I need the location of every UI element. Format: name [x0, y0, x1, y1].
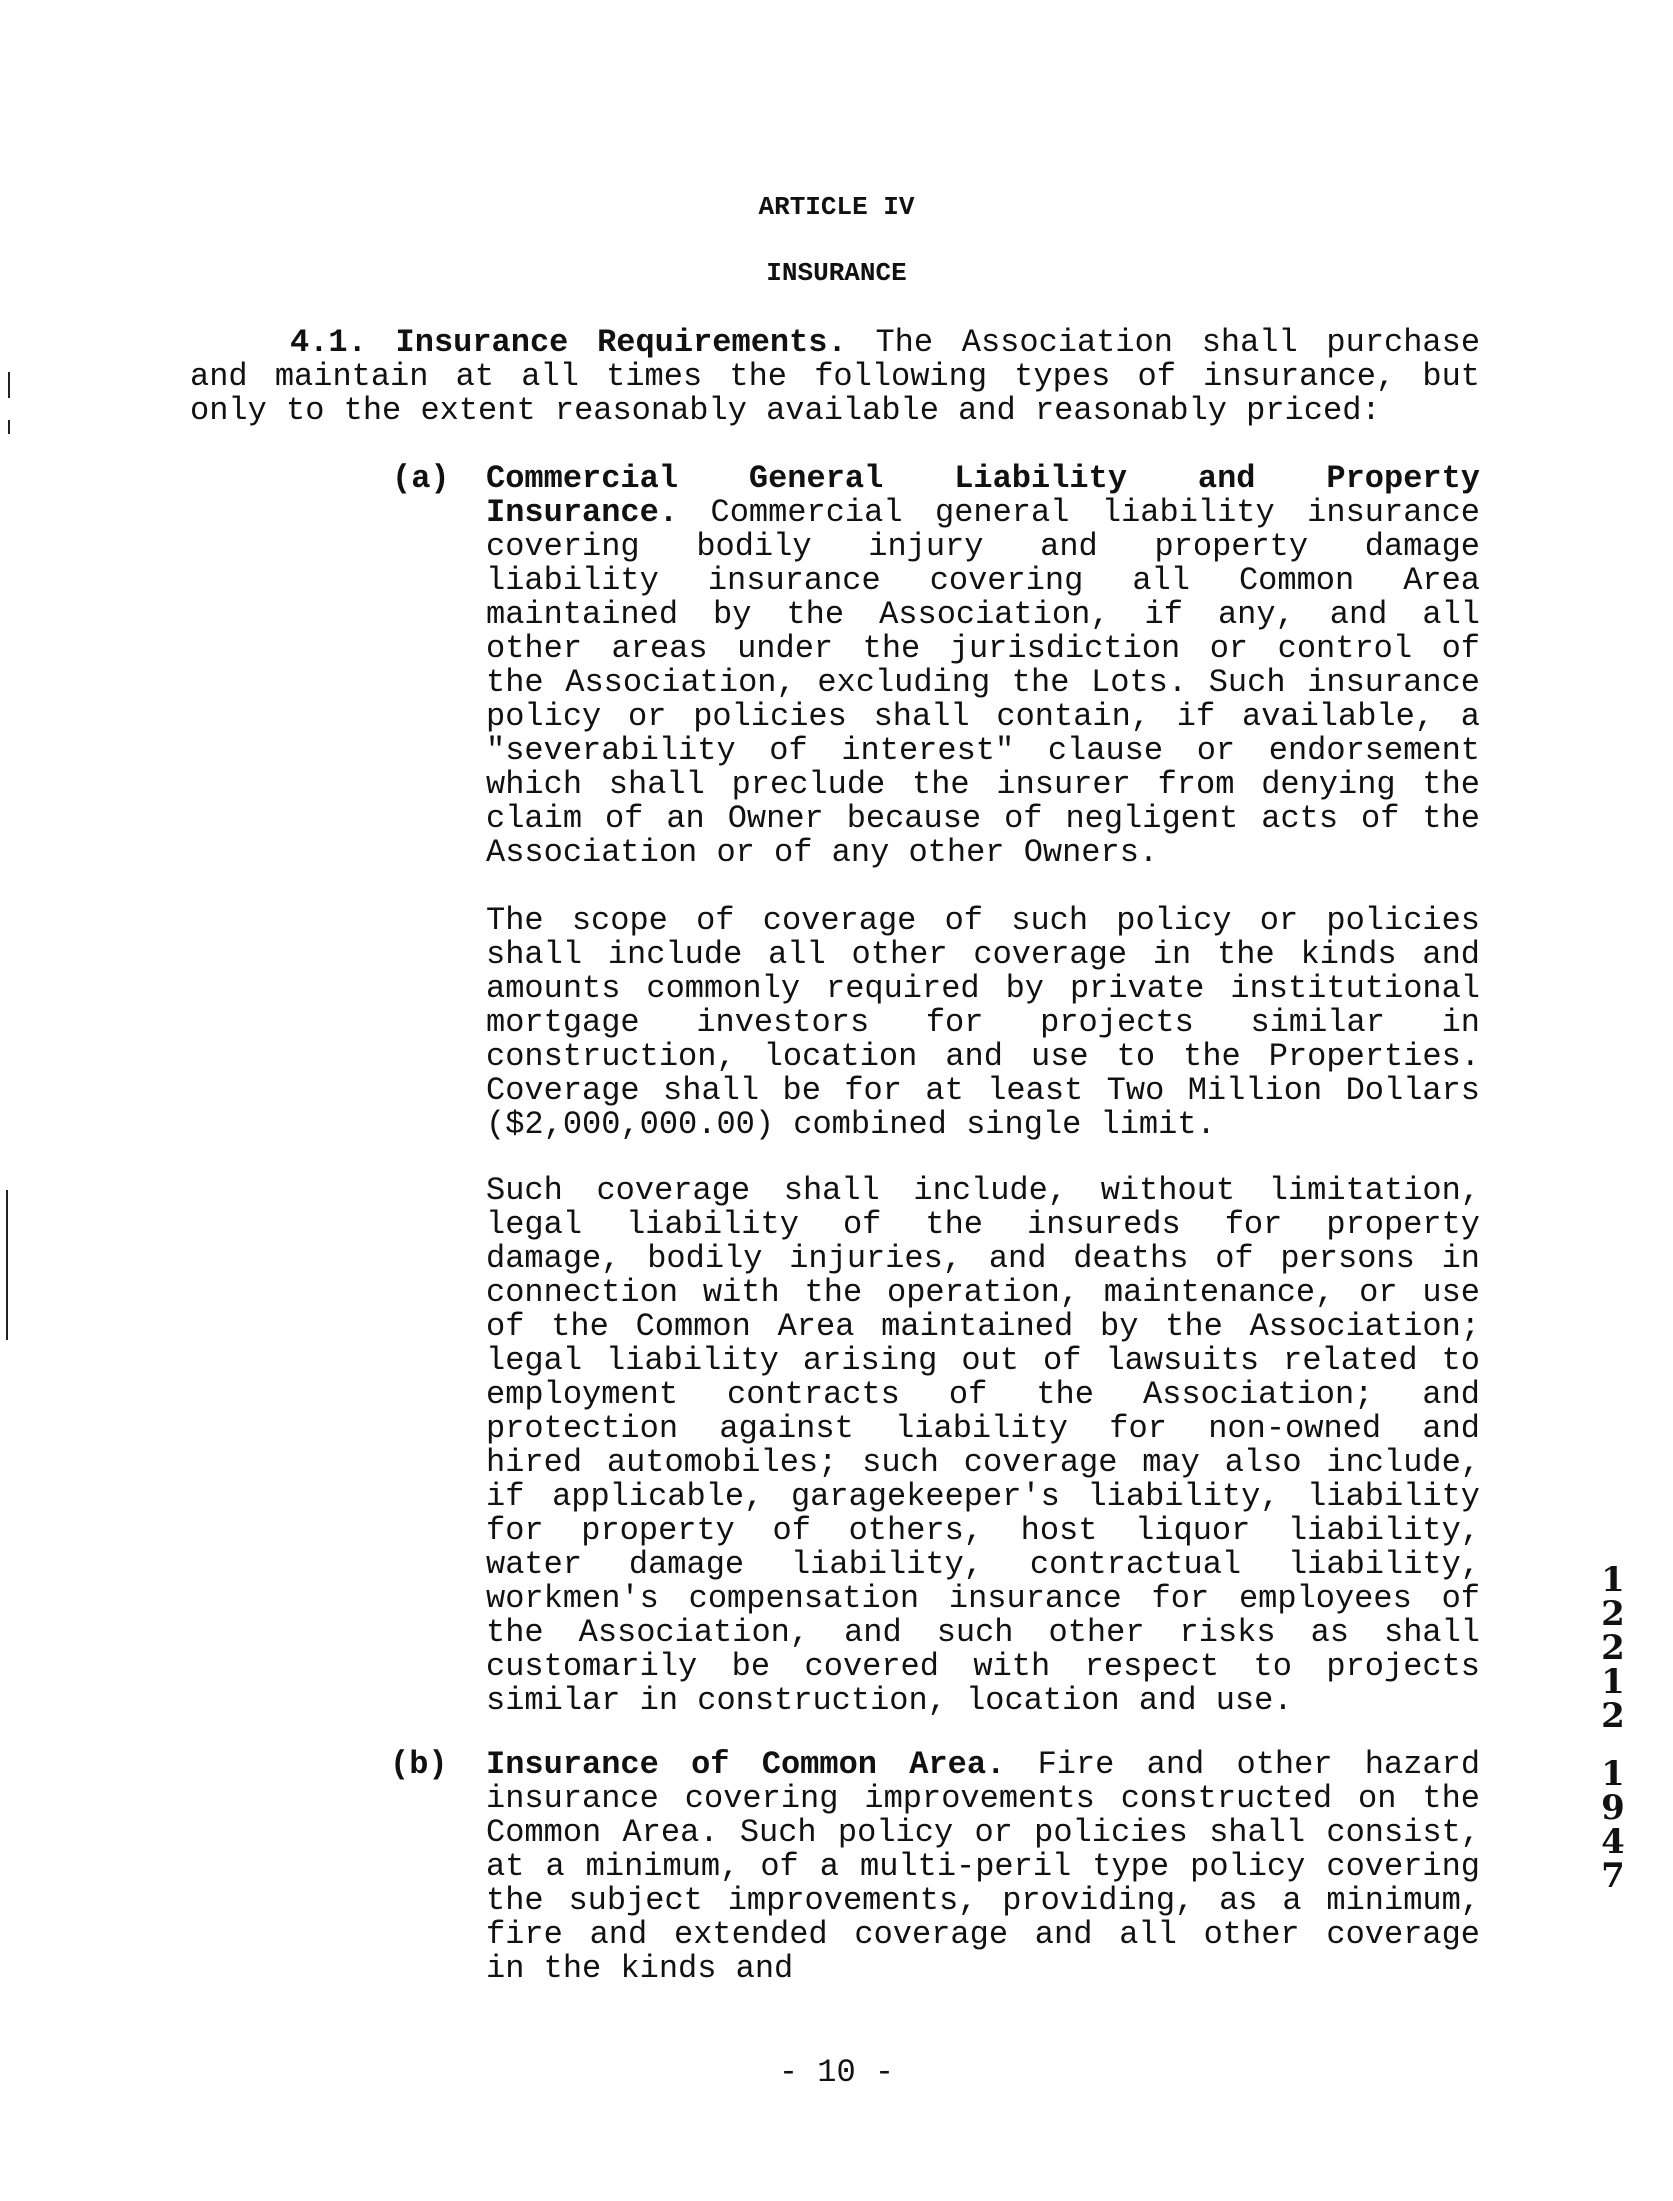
- stamp-digit: 1: [1601, 1662, 1625, 1702]
- item-b-paragraph-1: [486, 1748, 1480, 1986]
- item-a-paragraph-1: [486, 462, 1480, 870]
- item-a-paragraph-3: Such coverage shall include, without limitation, legal liability of the insureds for property damage, bodily injuries, and deaths of persons in connection with the operation, maintenance, or use of the Common Area maintained by the Association; legal liability arising out of lawsuits related to employment contracts of the Association; and protection against liability for non-owned and hired automobiles; such coverage may also include, if applicable, garagekeeper's liability, liability for property of others, host liquor liability, water damage liability, contractual liability, workmen's compensation insurance for employees of the Association, and such other risks as shall customarily be covered with respect to projects similar in construction, location and use.: [486, 1172, 1480, 1719]
- stamp-digit: 1: [1601, 1560, 1625, 1600]
- revision-bar: [6, 1190, 8, 1340]
- item-b-heading: Insurance of Common Area.: [486, 1746, 1006, 1783]
- stamp-digit: 1: [1601, 1754, 1625, 1794]
- article-heading: ARTICLE IV: [758, 192, 915, 222]
- stamp-digit: 2: [1601, 1696, 1625, 1736]
- stamp-digit: 9: [1601, 1788, 1625, 1828]
- item-a-paragraph-2: The scope of coverage of such policy or policies shall include all other coverage in the kinds and amounts commonly required by private institutional mortgage investors for projects similar in construction, location and use to the Properties. Coverage shall be for at least Two Million Dollars ($2,000,000.00) combined single limit.: [486, 902, 1480, 1143]
- revision-bar: [8, 420, 10, 434]
- stamp-digit: 2: [1601, 1594, 1625, 1634]
- item-a-label: (a): [392, 460, 450, 497]
- stamp-digit: 7: [1601, 1856, 1625, 1896]
- section-heading: Insurance Requirements.: [395, 324, 847, 361]
- section-title: INSURANCE: [766, 258, 907, 288]
- item-b-label: (b): [390, 1746, 448, 1783]
- item-b-text-1: Fire and other hazard insurance covering improvements constructed on the Common Area. Such policy or policies shall consist, at a minimum, of a multi-peril type policy covering the subject improvements, providing, as a minimum, fire and extended coverage and all other coverage in the kinds and: [486, 1746, 1481, 1987]
- stamp-digit: 4: [1601, 1822, 1625, 1862]
- stamp-digit: 2: [1601, 1628, 1625, 1668]
- item-a-text-1: Commercial general liability insurance covering bodily injury and property damage liability insurance covering all Common Area maintained by the Association, if any, and all other areas under the jurisdiction or control of the Association, excluding the Lots. Such insurance policy or policies shall contain, if available, a "severability of interest" clause or endorsement which shall preclude the insurer from denying the claim of an Owner because of negligent acts of the Association or of any other Owners.: [486, 494, 1481, 871]
- page-number: - 10 -: [778, 2054, 895, 2091]
- section-4-1-paragraph: [190, 326, 1480, 428]
- item-a-heading: Commercial General Liability and Property Insurance.: [486, 460, 1480, 531]
- margin-stamp-upper: [1598, 1560, 1628, 1736]
- revision-bar: [8, 372, 10, 398]
- section-number: 4.1.: [290, 324, 367, 361]
- section-text: The Association shall purchase and maintain at all times the following types of insurance, but only to the extent reasonably available and reasonably priced:: [190, 324, 1481, 429]
- margin-stamp-lower: [1598, 1754, 1628, 1896]
